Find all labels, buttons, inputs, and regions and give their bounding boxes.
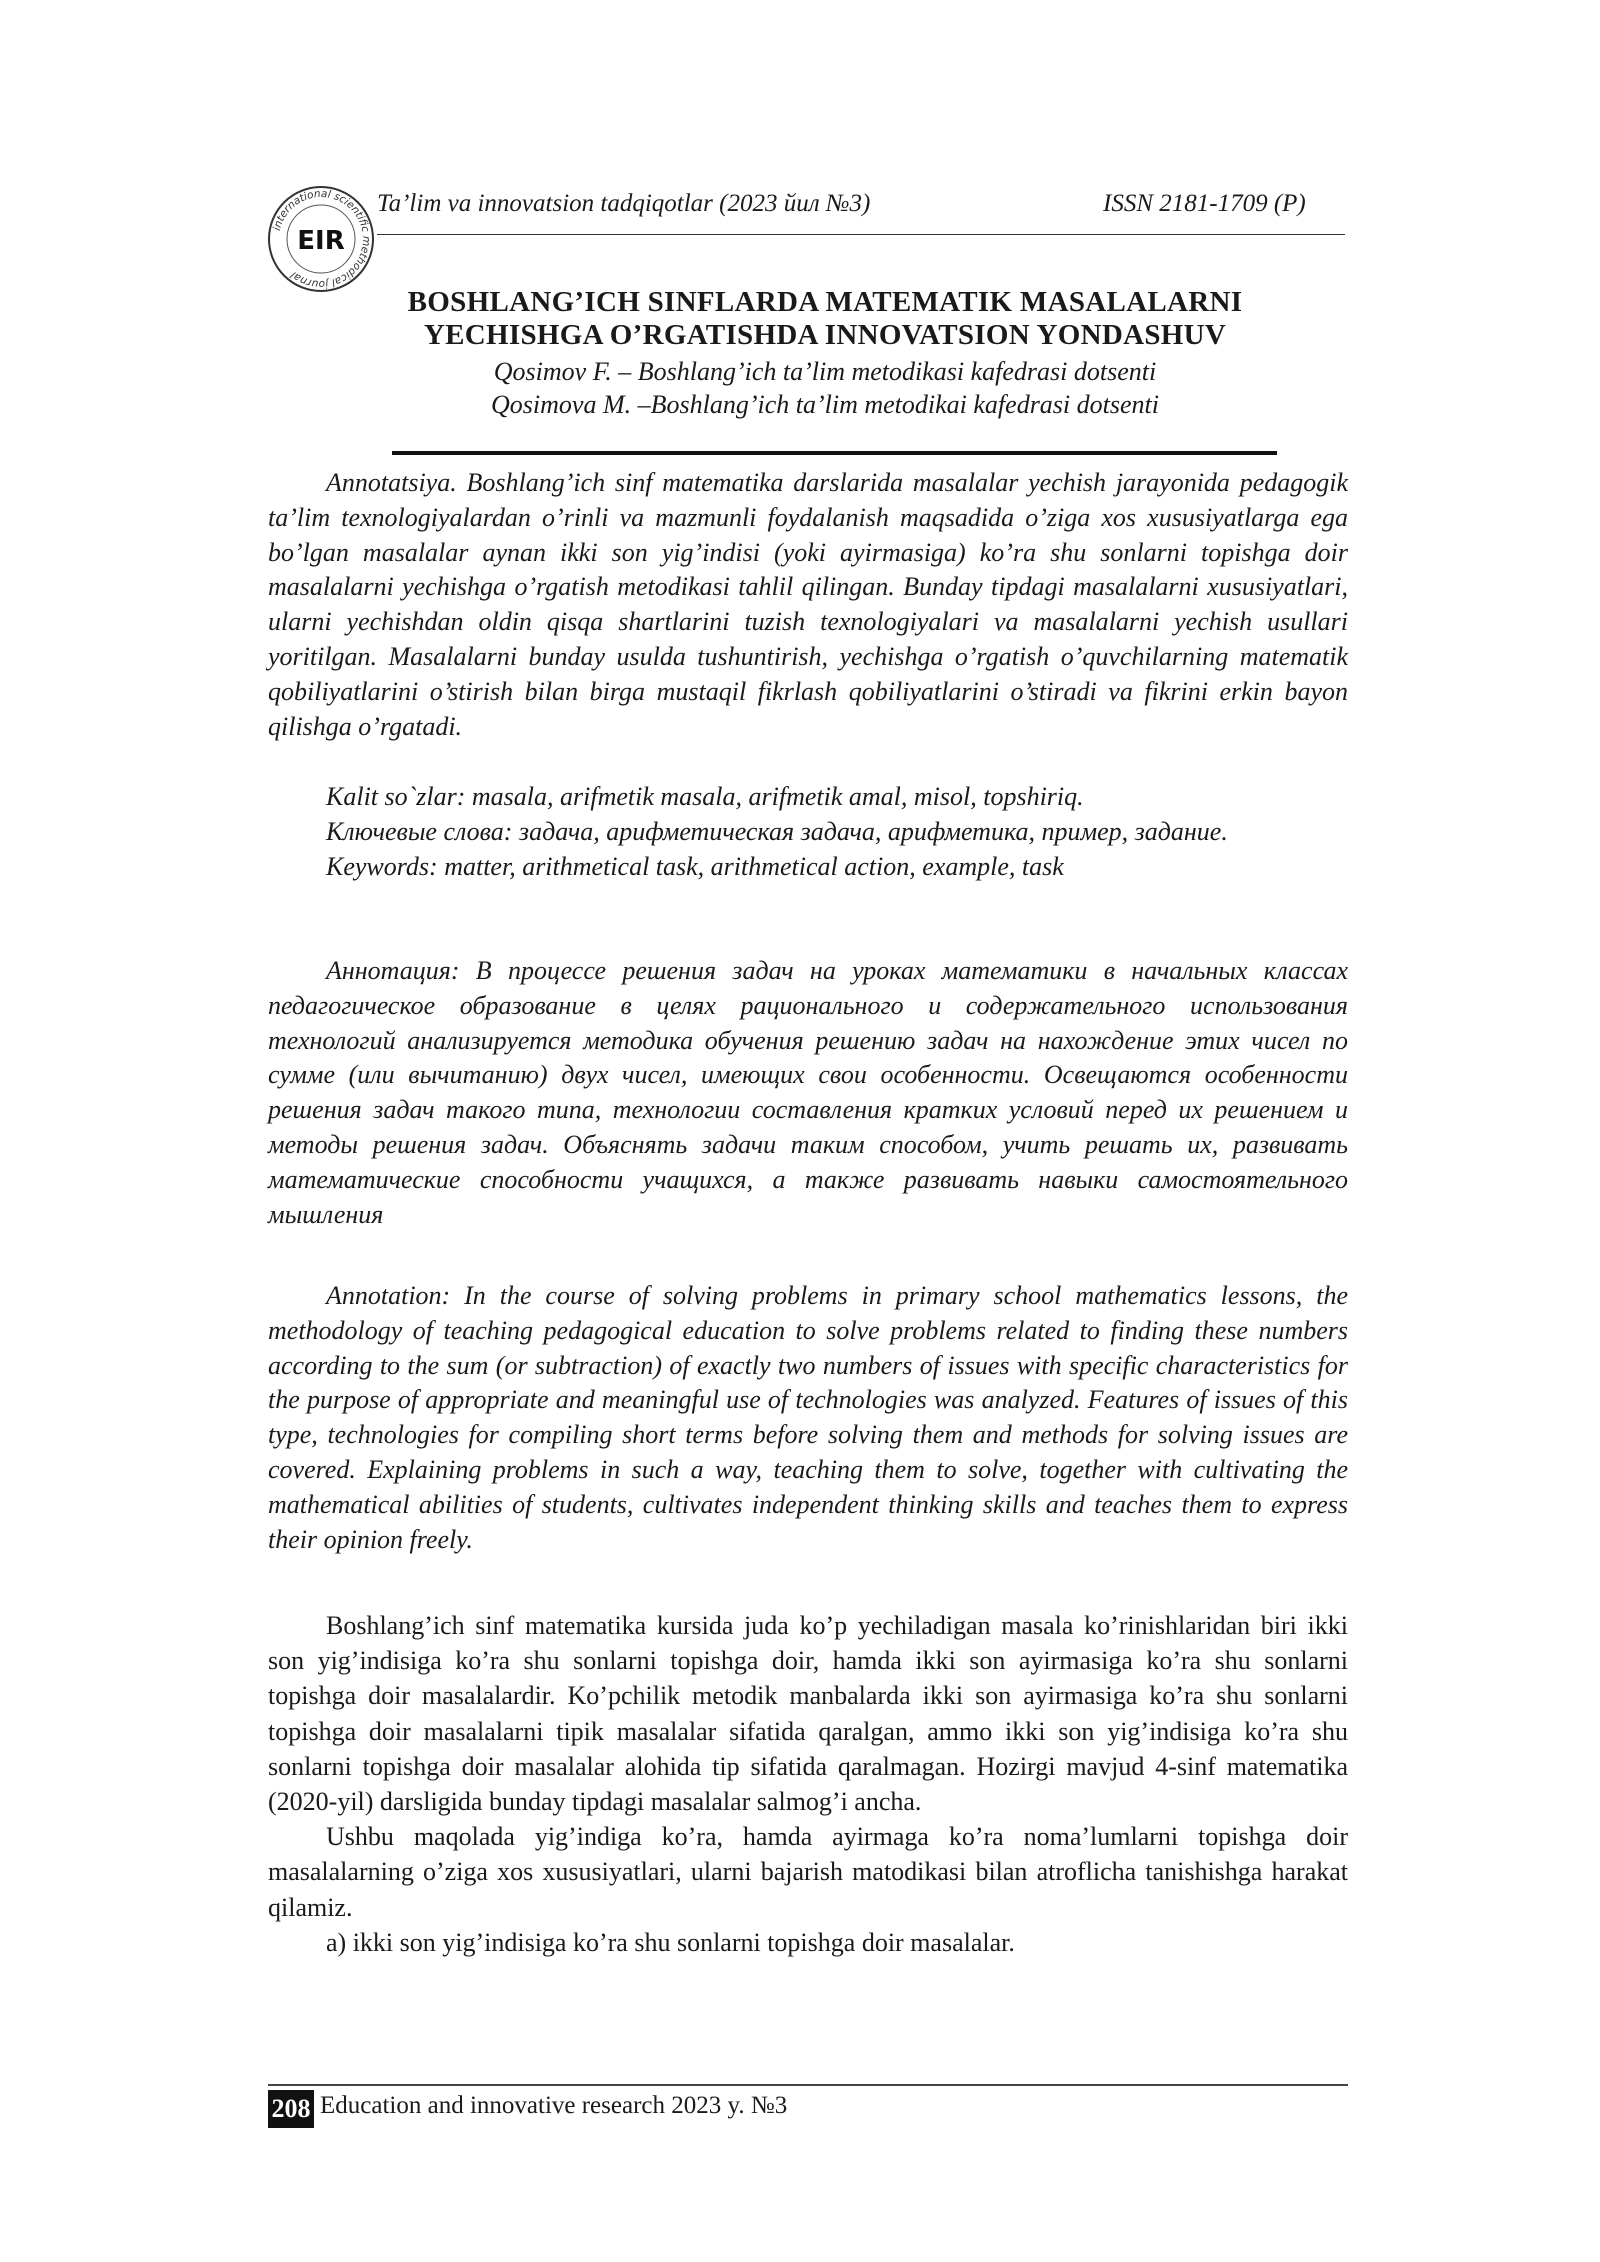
title-divider	[392, 451, 1277, 455]
journal-logo	[265, 183, 377, 295]
header-divider	[377, 234, 1345, 235]
keywords-ru: Ключевые слова: задача, арифметическая задача, арифметика, пример, задание.	[326, 816, 1228, 846]
logo-ring-text: international scientific methodical journal	[270, 187, 373, 291]
article-title	[300, 286, 1350, 352]
author-1: Qosimov F. – Boshlang’ich ta’lim metodikasi kafedrasi dotsenti	[493, 357, 1157, 386]
title-line-1: BOSHLANG’ICH SINFLARDA MATEMATIK MASALALARNI	[407, 286, 1243, 318]
page-number: 208	[268, 2090, 314, 2128]
keywords	[268, 780, 1348, 884]
list-item-a: a) ikki son yig’indisiga ko’ra shu sonlarni topishga doir masalalar.	[326, 1927, 1015, 1957]
abstract-uz	[268, 466, 1348, 744]
abstract-ru-text: Аннотация: В процессе решения задач на уроках математики в начальных классах педагогическое образование в целях рационального и содержательного использования технологий анализируется методика обучения решению задач на нахождение этих чисел по сумме (или вычитанию) двух чисел, имеющих свои особенности. Освещаются особенности решения задач такого типа, технологии составления кратких условий перед их решением и методы решения задач. Объяснять задачи таким способом, учить решать их, развивать математические способности учащихся, а также развивать навыки самостоятельного мышления	[268, 956, 1348, 1229]
title-line-2: YECHISHGA O’RGATISHDA INNOVATSION YONDASHUV	[423, 319, 1227, 351]
author-2: Qosimova M. –Boshlang’ich ta’lim metodikai kafedrasi dotsenti	[491, 390, 1159, 419]
abstract-ru	[268, 954, 1348, 1232]
journal-title: Ta’lim va innovatsion tadqiqotlar (2023 йил №3)	[377, 190, 871, 217]
paragraph-2: Ushbu maqolada yig’indiga ko’ra, hamda ayirmaga ko’ra noma’lumlarni topishga doir masalalarning o’ziga xos xususiyatlari, ularni bajarish matodikasi bilan atroflicha tanishishga harakat qilamiz.	[268, 1822, 1348, 1922]
keywords-uz: Kalit so`zlar: masala, arifmetik masala, arifmetik amal, misol, topshiriq.	[326, 782, 1084, 811]
authors	[300, 355, 1350, 421]
footer-divider	[268, 2084, 1348, 2086]
abstract-en-text: Annotation: In the course of solving problems in primary school mathematics lessons, the methodology of teaching pedagogical education to solve problems related to finding these numbers according to the sum (or subtraction) of exactly two numbers of issues with specific characteristics for the purpose of appropriate and meaningful use of technologies was analyzed. Features of issues of this type, technologies for compiling short terms before solving them and methods for solving issues are covered. Explaining problems in such a way, teaching them to solve, together with cultivating the mathematical abilities of students, cultivates independent thinking skills and teaches them to express their opinion freely.	[268, 1281, 1348, 1554]
logo-text: EIR	[297, 226, 345, 256]
abstract-uz-text: Annotatsiya. Boshlang’ich sinf matematika darslarida masalalar yechish jarayonida pedagogik ta’lim texnologiyalardan o’rinli va mazmunli foydalanish maqsadida o’ziga xos xususiyatlarga ega bo’lgan masalalar aynan ikki son yig’indisi (yoki ayirmasiga) ko’ra shu sonlarni topishga doir masalalarni yechishga o’rgatish metodikasi tahlil qilingan. Bunday tipdagi masalalarni xususiyatlari, ularni yechishdan oldin qisqa shartlarini tuzish texnologiyalari va masalalarni yechish usullari yoritilgan. Masalalarni bunday usulda tushuntirish, yechishga o’rgatish o’quvchilarning matematik qobiliyatlarini o’stirish bilan birga mustaqil fikrlash qobiliyatlarini o’stiradi va fikrini erkin bayon qilishga o’rgatadi.	[268, 468, 1348, 741]
main-text	[268, 1608, 1348, 1960]
footer-text: Education and innovative research 2023 y. №3	[320, 2092, 788, 2119]
abstract-en	[268, 1279, 1348, 1557]
issn: ISSN 2181-1709 (P)	[1103, 190, 1306, 217]
paragraph-1: Boshlang’ich sinf matematika kursida juda ko’p yechiladigan masala ko’rinishlaridan biri ikki son yig’indisiga ko’ra shu sonlarni topishga doir, hamda ikki son ayirmasiga ko’ra shu sonlarni topishga doir masalalardir. Ko’pchilik metodik manbalarda ikki son ayirmasiga ko’ra shu sonlarni topishga doir masalalarni tipik masalalar sifatida qaralgan, ammo ikki son yig’indisiga ko’ra shu sonlarni topishga doir masalalar alohida tip sifatida qaralmagan. Hozirgi mavjud 4-sinf matematika (2020-yil) darsligida bunday tipdagi masalalar salmog’i ancha.	[268, 1611, 1348, 1817]
keywords-en: Keywords: matter, arithmetical task, arithmetical action, example, task	[326, 851, 1064, 881]
